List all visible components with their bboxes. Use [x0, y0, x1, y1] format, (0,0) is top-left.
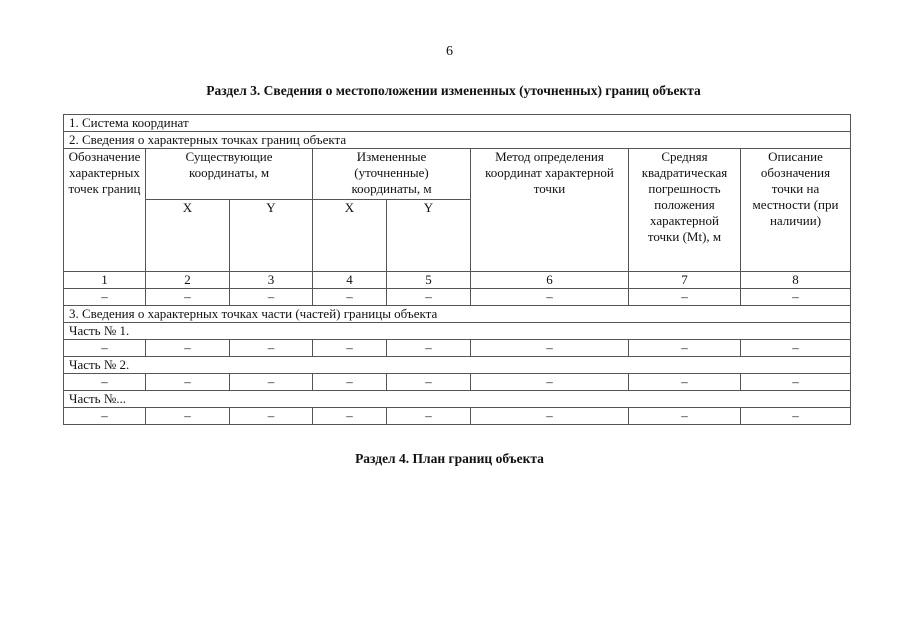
description-header-line: Описание	[768, 149, 823, 164]
section-3-title: Раздел 3. Сведения о местоположении измененных (уточненных) границ объекта	[206, 83, 701, 98]
boundary-points-title: 2. Сведения о характерных точках границ объекта	[64, 132, 851, 149]
changed-coords-header	[313, 149, 471, 200]
dash-cell: –	[230, 408, 313, 425]
method-header-line: Метод определения	[495, 149, 604, 164]
table-header-row	[64, 149, 851, 200]
dash-cell: –	[313, 340, 387, 357]
error-header-line: Средняя	[661, 149, 708, 164]
description-header-line: местности (при	[752, 197, 839, 212]
method-header-line: координат характерной	[485, 165, 614, 180]
existing-y-header: Y	[230, 200, 313, 272]
dash-cell: –	[741, 374, 851, 391]
part-label: Часть № 2.	[64, 357, 851, 374]
dash-cell: –	[64, 340, 146, 357]
column-numbers-row	[64, 272, 851, 289]
method-header	[471, 149, 629, 272]
changed-coords-header-line: Измененные	[356, 149, 427, 164]
dash-cell: –	[629, 340, 741, 357]
description-header	[741, 149, 851, 272]
dash-cell: –	[313, 374, 387, 391]
parts-title-row	[64, 306, 851, 323]
coordinate-system-row	[64, 115, 851, 132]
dash-cell: –	[64, 289, 146, 306]
parts-title: 3. Сведения о характерных точках части (частей) границы объекта	[64, 306, 851, 323]
table-row	[64, 408, 851, 425]
column-number: 8	[741, 272, 851, 289]
existing-x-header: X	[146, 200, 230, 272]
coordinate-system-label: 1. Система координат	[64, 115, 851, 132]
error-header-line: характерной	[650, 213, 719, 228]
error-header-line: квадратическая	[641, 165, 728, 180]
section-4-title: Раздел 4. План границ объекта	[355, 451, 544, 466]
dash-cell: –	[64, 374, 146, 391]
dash-cell: –	[230, 289, 313, 306]
dash-cell: –	[387, 340, 471, 357]
error-header-line: точки (Mt), м	[647, 229, 722, 244]
changed-x-header: X	[313, 200, 387, 272]
part-label: Часть №...	[64, 391, 851, 408]
dash-cell: –	[146, 408, 230, 425]
part-row	[64, 357, 851, 374]
designation-header-line: характерных	[69, 165, 140, 180]
dash-cell: –	[741, 408, 851, 425]
dash-cell: –	[741, 289, 851, 306]
dash-cell: –	[387, 408, 471, 425]
changed-y-header: Y	[387, 200, 471, 272]
column-number: 2	[146, 272, 230, 289]
designation-header	[64, 149, 146, 272]
existing-coords-header-line: координаты, м	[188, 165, 270, 180]
table-row	[64, 374, 851, 391]
existing-coords-header	[146, 149, 313, 200]
dash-cell: –	[146, 289, 230, 306]
page-number: 6	[446, 44, 453, 59]
changed-coords-header-line: (уточненные)	[354, 165, 429, 180]
dash-cell: –	[629, 374, 741, 391]
dash-cell: –	[230, 374, 313, 391]
dash-cell: –	[471, 340, 629, 357]
column-number: 1	[64, 272, 146, 289]
changed-coords-header-line: координаты, м	[351, 181, 432, 196]
column-number: 6	[471, 272, 629, 289]
dash-cell: –	[313, 289, 387, 306]
dash-cell: –	[387, 374, 471, 391]
part-row	[64, 323, 851, 340]
dash-cell: –	[64, 408, 146, 425]
description-header-line: наличии)	[769, 213, 822, 228]
dash-cell: –	[146, 340, 230, 357]
table-row	[64, 340, 851, 357]
boundary-points-table	[63, 114, 851, 425]
designation-header-line: Обозначение	[68, 149, 141, 164]
error-header	[629, 149, 741, 272]
dash-cell: –	[471, 374, 629, 391]
dash-cell: –	[471, 289, 629, 306]
dash-cell: –	[629, 408, 741, 425]
dash-cell: –	[471, 408, 629, 425]
description-header-line: точки на	[771, 181, 820, 196]
column-number: 5	[387, 272, 471, 289]
part-label: Часть № 1.	[64, 323, 851, 340]
method-header-line: точки	[533, 181, 566, 196]
column-number: 4	[313, 272, 387, 289]
error-header-line: положения	[654, 197, 715, 212]
dash-cell: –	[629, 289, 741, 306]
dash-cell: –	[387, 289, 471, 306]
column-number: 7	[629, 272, 741, 289]
column-number: 3	[230, 272, 313, 289]
boundary-points-title-row	[64, 132, 851, 149]
existing-coords-header-line: Существующие	[185, 149, 273, 164]
description-header-line: обозначения	[760, 165, 831, 180]
dash-cell: –	[230, 340, 313, 357]
error-header-line: погрешность	[648, 181, 721, 196]
dash-cell: –	[741, 340, 851, 357]
table-row	[64, 289, 851, 306]
part-row	[64, 391, 851, 408]
designation-header-line: точек границ	[68, 181, 141, 196]
dash-cell: –	[146, 374, 230, 391]
dash-cell: –	[313, 408, 387, 425]
